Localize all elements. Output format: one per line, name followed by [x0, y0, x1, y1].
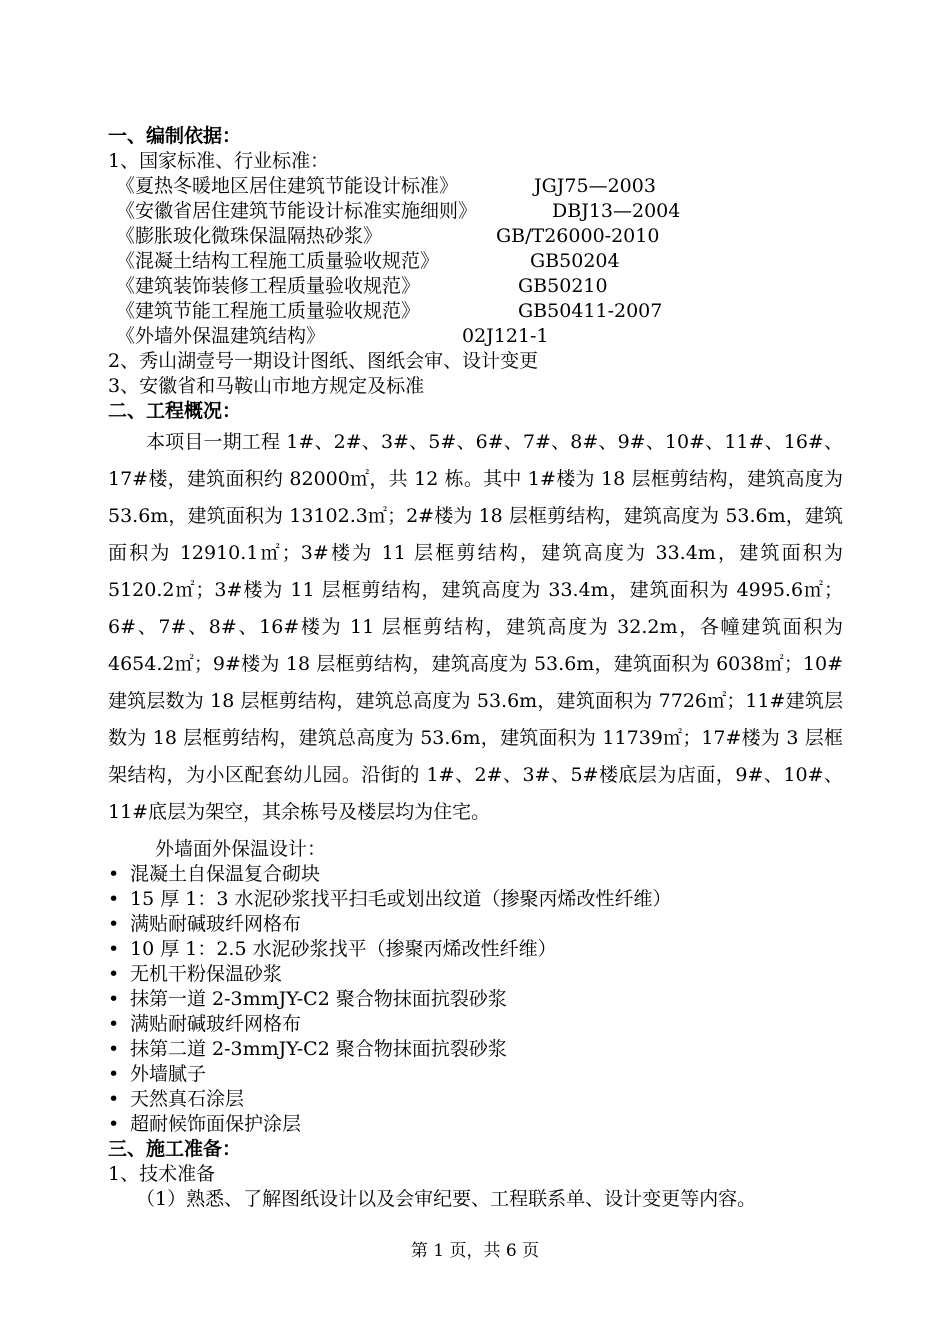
list-item	[108, 1037, 843, 1062]
standard-row	[108, 299, 843, 324]
insulation-design-label: 外墙面外保温设计：	[155, 838, 327, 860]
bullet-icon: •	[108, 1113, 120, 1135]
section-3-item-1: 1、技术准备	[108, 1163, 216, 1185]
list-item	[108, 862, 843, 887]
standard-code: GB50411-2007	[518, 300, 663, 322]
standard-row	[108, 324, 843, 349]
list-item	[108, 937, 843, 962]
list-item-text: 超耐候饰面保护涂层	[130, 1113, 302, 1135]
bullet-icon: •	[108, 963, 120, 985]
bullet-icon: •	[108, 863, 120, 885]
standard-row	[108, 274, 843, 299]
bullet-icon: •	[108, 1038, 120, 1060]
insulation-layer-list	[108, 862, 843, 1137]
list-item-text: 满贴耐碱玻纤网格布	[130, 913, 302, 935]
list-item-text: 外墙腻子	[130, 1063, 207, 1085]
list-item-text: 10 厚 1：2.5 水泥砂浆找平（掺聚丙烯改性纤维）	[130, 938, 557, 960]
standard-row	[108, 199, 843, 224]
list-item-text: 满贴耐碱玻纤网格布	[130, 1013, 302, 1035]
list-item	[108, 887, 843, 912]
bullet-icon: •	[108, 1063, 120, 1085]
list-item-text: 抹第一道 2-3mmJY-C2 聚合物抹面抗裂砂浆	[130, 988, 507, 1010]
standard-name: 《建筑装饰装修工程质量验收规范》	[116, 275, 421, 297]
list-item	[108, 1062, 843, 1087]
page-footer: 第 1 页，共 6 页	[410, 1241, 540, 1261]
project-overview-paragraph: 本项目一期工程 1#、2#、3#、5#、6#、7#、8#、9#、10#、11#、16#、17#楼，建筑面积约 82000㎡，共 12 栋。其中 1#楼为 18 层框剪结构，建筑高度为 53.6m，建筑面积为 13102.3㎡；2#楼为 18 层框剪结构，建筑高度为 53.6m，建筑面积为 12910.1㎡；3#楼为 11 层框剪结构，建筑高度为 33.4m，建筑面积为 5120.2㎡；3#楼为 11 层框剪结构，建筑高度为 33.4m，建筑面积为 4995.6㎡；6#、7#、8#、16#楼为 11 层框剪结构，建筑高度为 32.2m，各幢建筑面积为 4654.2㎡；9#楼为 18 层框剪结构，建筑高度为 53.6m，建筑面积为 6038㎡；10#建筑层数为 18 层框剪结构，建筑总高度为 53.6m，建筑面积为 7726㎡；11#建筑层数为 18 层框剪结构，建筑总高度为 53.6m，建筑面积为 11739㎡；17#楼为 3 层框架结构，为小区配套幼儿园。沿街的 1#、2#、3#、5#楼底层为店面，9#、10#、11#底层为架空，其余栋号及楼层均为住宅。	[108, 431, 843, 823]
standard-code: 02J121-1	[462, 325, 549, 347]
standard-code: GB/T26000-2010	[496, 225, 660, 247]
section-1-item-3: 3、安徽省和马鞍山市地方规定及标准	[108, 375, 425, 397]
list-item-text: 无机干粉保温砂浆	[130, 963, 283, 985]
bullet-icon: •	[108, 1013, 120, 1035]
bullet-icon: •	[108, 913, 120, 935]
bullet-icon: •	[108, 1088, 120, 1110]
standard-name: 《混凝土结构工程施工质量验收规范》	[116, 250, 440, 272]
standard-code: DBJ13—2004	[552, 200, 681, 222]
standard-name: 《建筑节能工程施工质量验收规范》	[116, 300, 421, 322]
section-2-heading: 二、工程概况：	[108, 400, 242, 422]
list-item	[108, 1112, 843, 1137]
bullet-icon: •	[108, 938, 120, 960]
standard-row	[108, 174, 843, 199]
list-item	[108, 962, 843, 987]
section-3-item-1-1: （1）熟悉、了解图纸设计以及会审纪要、工程联系单、设计变更等内容。	[136, 1188, 757, 1210]
standard-row	[108, 224, 843, 249]
standard-name: 《夏热冬暖地区居住建筑节能设计标准》	[116, 175, 459, 197]
list-item	[108, 1012, 843, 1037]
standard-row	[108, 249, 843, 274]
section-1-item-1: 1、国家标准、行业标准：	[108, 150, 330, 172]
list-item	[108, 912, 843, 937]
standard-code: GB50210	[518, 275, 608, 297]
list-item	[108, 987, 843, 1012]
standard-name: 《安徽省居住建筑节能设计标准实施细则》	[116, 200, 478, 222]
standard-name: 《膨胀玻化微珠保温隔热砂浆》	[116, 225, 383, 247]
standard-code: JGJ75—2003	[534, 175, 656, 197]
bullet-icon: •	[108, 888, 120, 910]
list-item	[108, 1087, 843, 1112]
bullet-icon: •	[108, 988, 120, 1010]
standard-code: GB50204	[530, 250, 620, 272]
list-item-text: 15 厚 1：3 水泥砂浆找平扫毛或划出纹道（掺聚丙烯改性纤维）	[130, 888, 672, 910]
section-1-heading: 一、编制依据：	[108, 125, 242, 147]
list-item-text: 抹第二道 2-3mmJY-C2 聚合物抹面抗裂砂浆	[130, 1038, 507, 1060]
section-3-heading: 三、施工准备：	[108, 1138, 242, 1160]
document-page	[108, 124, 843, 1212]
standard-name: 《外墙外保温建筑结构》	[116, 325, 326, 347]
list-item-text: 天然真石涂层	[130, 1088, 245, 1110]
section-1-item-2: 2、秀山湖壹号一期设计图纸、图纸会审、设计变更	[108, 350, 539, 372]
list-item-text: 混凝土自保温复合砌块	[130, 863, 321, 885]
